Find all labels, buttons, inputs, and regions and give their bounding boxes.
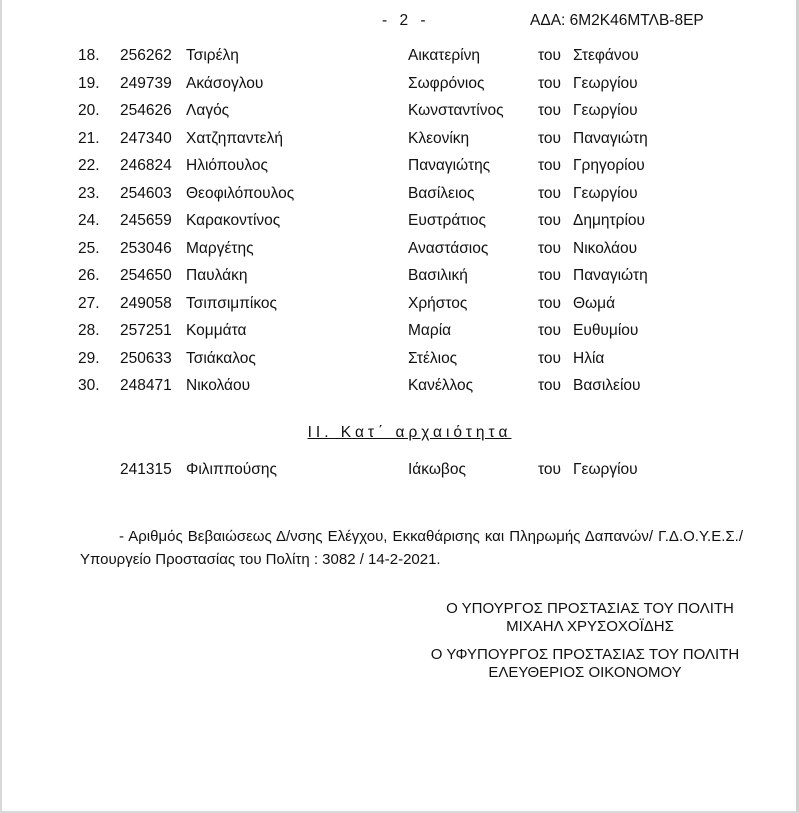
surname: Τσιρέλη bbox=[186, 47, 239, 64]
list-row bbox=[0, 182, 799, 210]
surname: Χατζηπαντελή bbox=[186, 129, 283, 147]
list-row bbox=[0, 154, 799, 182]
registry-id: 254650 bbox=[120, 267, 172, 284]
first-name: Ιάκωβος bbox=[408, 461, 466, 478]
page-number: - 2 - bbox=[382, 12, 430, 29]
of-word: του bbox=[538, 377, 562, 394]
father-name: Γεωργίου bbox=[573, 184, 638, 202]
list-row bbox=[0, 319, 799, 347]
minister-signature bbox=[430, 600, 750, 636]
of-word: του bbox=[538, 267, 562, 284]
section-title-text: ΙΙ. Κατ΄ αρχαιότητα bbox=[307, 424, 512, 441]
personnel-list bbox=[0, 44, 799, 402]
deputy-minister-signature bbox=[420, 646, 750, 682]
father-name: Νικολάου bbox=[573, 239, 638, 257]
first-name: Κλεονίκη bbox=[408, 129, 470, 147]
certification-note: - Αριθμός Βεβαιώσεως Δ/νσης Ελέγχου, Εκκαθάρισης και Πληρωμής Δαπανών/ Γ.Δ.Ο.Υ.Ε.Σ./ Υπουργείο Προστασίας του Πολίτη : 3082 / 14-2-2021. bbox=[80, 528, 743, 568]
surname: Νικολάου bbox=[186, 377, 251, 394]
father-name: Ευθυμίου bbox=[573, 322, 639, 339]
registry-id: 254626 bbox=[120, 102, 172, 119]
registry-id: 250633 bbox=[120, 349, 172, 367]
registry-id: 246824 bbox=[120, 157, 172, 174]
of-word: του bbox=[538, 239, 562, 257]
father-name: Δημητρίου bbox=[573, 212, 646, 229]
row-number: 18. bbox=[78, 47, 100, 64]
row-number: 24. bbox=[78, 212, 100, 229]
registry-id: 257251 bbox=[120, 322, 172, 339]
father-name: Γρηγορίου bbox=[573, 157, 645, 174]
first-name: Κανέλλος bbox=[408, 377, 474, 394]
first-name: Βασίλειος bbox=[408, 184, 475, 202]
surname: Μαργέτης bbox=[186, 239, 254, 257]
of-word: του bbox=[538, 184, 562, 202]
surname: Φιλιππούσης bbox=[186, 461, 277, 478]
father-name: Γεωργίου bbox=[573, 461, 638, 478]
first-name: Σωφρόνιος bbox=[408, 74, 485, 92]
surname: Θεοφιλόπουλος bbox=[186, 184, 295, 202]
father-name: Ηλία bbox=[573, 349, 605, 367]
registry-id: 245659 bbox=[120, 212, 172, 229]
first-name: Ευστράτιος bbox=[408, 212, 486, 229]
signatory-name: ΕΛΕΥΘΕΡΙΟΣ ΟΙΚΟΝΟΜΟΥ bbox=[488, 664, 682, 681]
list-row bbox=[0, 127, 799, 155]
surname: Ακάσογλου bbox=[186, 74, 264, 92]
surname: Τσιπσιμπίκος bbox=[186, 294, 277, 312]
of-word: του bbox=[538, 349, 562, 367]
seniority-row bbox=[0, 458, 799, 485]
list-row bbox=[0, 292, 799, 320]
registry-id: 256262 bbox=[120, 47, 172, 64]
list-row bbox=[0, 44, 799, 72]
of-word: του bbox=[538, 102, 562, 119]
list-row bbox=[0, 209, 799, 237]
signatory-title: Ο ΥΠΟΥΡΓΟΣ ΠΡΟΣΤΑΣΙΑΣ ΤΟΥ ΠΟΛΙΤΗ bbox=[446, 600, 734, 617]
row-number: 26. bbox=[78, 267, 100, 284]
registry-id: 247340 bbox=[120, 129, 172, 147]
section-heading bbox=[0, 424, 799, 442]
row-number: 28. bbox=[78, 322, 100, 339]
registry-id: 253046 bbox=[120, 239, 172, 257]
first-name: Αικατερίνη bbox=[408, 47, 480, 64]
surname: Καρακοντίνος bbox=[186, 212, 281, 229]
registry-id: 254603 bbox=[120, 184, 172, 202]
father-name: Γεωργίου bbox=[573, 74, 638, 92]
first-name: Στέλιος bbox=[408, 349, 458, 367]
father-name: Θωμά bbox=[573, 294, 616, 312]
row-number: 23. bbox=[78, 184, 100, 202]
row-number: 21. bbox=[78, 129, 100, 147]
first-name: Βασιλική bbox=[408, 267, 468, 284]
row-number: 27. bbox=[78, 294, 100, 312]
row-number: 22. bbox=[78, 157, 100, 174]
row-number: 29. bbox=[78, 349, 100, 367]
registry-id: 249058 bbox=[120, 294, 172, 312]
of-word: του bbox=[538, 212, 562, 229]
father-name: Παναγιώτη bbox=[573, 129, 648, 147]
first-name: Παναγιώτης bbox=[408, 157, 491, 174]
surname: Τσιάκαλος bbox=[186, 349, 256, 367]
first-name: Χρήστος bbox=[408, 294, 468, 312]
row-number: 19. bbox=[78, 74, 100, 92]
father-name: Γεωργίου bbox=[573, 102, 638, 119]
of-word: του bbox=[538, 157, 562, 174]
signatory-name: ΜΙΧΑΗΛ ΧΡΥΣΟΧΟΪΔΗΣ bbox=[506, 618, 674, 635]
of-word: του bbox=[538, 322, 562, 339]
registry-id: 248471 bbox=[120, 377, 172, 394]
first-name: Κωνσταντίνος bbox=[408, 102, 504, 119]
page-header bbox=[0, 12, 799, 36]
signatory-title: Ο ΥΦΥΠΟΥΡΓΟΣ ΠΡΟΣΤΑΣΙΑΣ ΤΟΥ ΠΟΛΙΤΗ bbox=[430, 646, 740, 663]
registry-id: 249739 bbox=[120, 74, 172, 92]
row-number: 25. bbox=[78, 239, 100, 257]
of-word: του bbox=[538, 47, 562, 64]
of-word: του bbox=[538, 294, 562, 312]
registry-id: 241315 bbox=[120, 461, 172, 478]
row-number: 30. bbox=[78, 377, 100, 394]
of-word: του bbox=[538, 461, 562, 478]
father-name: Βασιλείου bbox=[573, 377, 641, 394]
list-row bbox=[0, 347, 799, 375]
father-name: Παναγιώτη bbox=[573, 267, 648, 284]
of-word: του bbox=[538, 74, 562, 92]
ada-code: ΑΔΑ: 6Μ2Κ46ΜΤΛΒ-8ΕΡ bbox=[530, 12, 704, 29]
surname: Ηλιόπουλος bbox=[186, 157, 268, 174]
list-row bbox=[0, 237, 799, 265]
list-row bbox=[0, 99, 799, 127]
father-name: Στεφάνου bbox=[573, 47, 639, 64]
list-row bbox=[0, 72, 799, 100]
surname: Λαγός bbox=[186, 102, 230, 119]
surname: Κομμάτα bbox=[186, 322, 247, 339]
row-number: 20. bbox=[78, 102, 100, 119]
first-name: Αναστάσιος bbox=[408, 239, 489, 257]
list-row bbox=[0, 264, 799, 292]
surname: Παυλάκη bbox=[186, 267, 248, 284]
list-row bbox=[0, 374, 799, 402]
first-name: Μαρία bbox=[408, 322, 452, 339]
of-word: του bbox=[538, 129, 562, 147]
